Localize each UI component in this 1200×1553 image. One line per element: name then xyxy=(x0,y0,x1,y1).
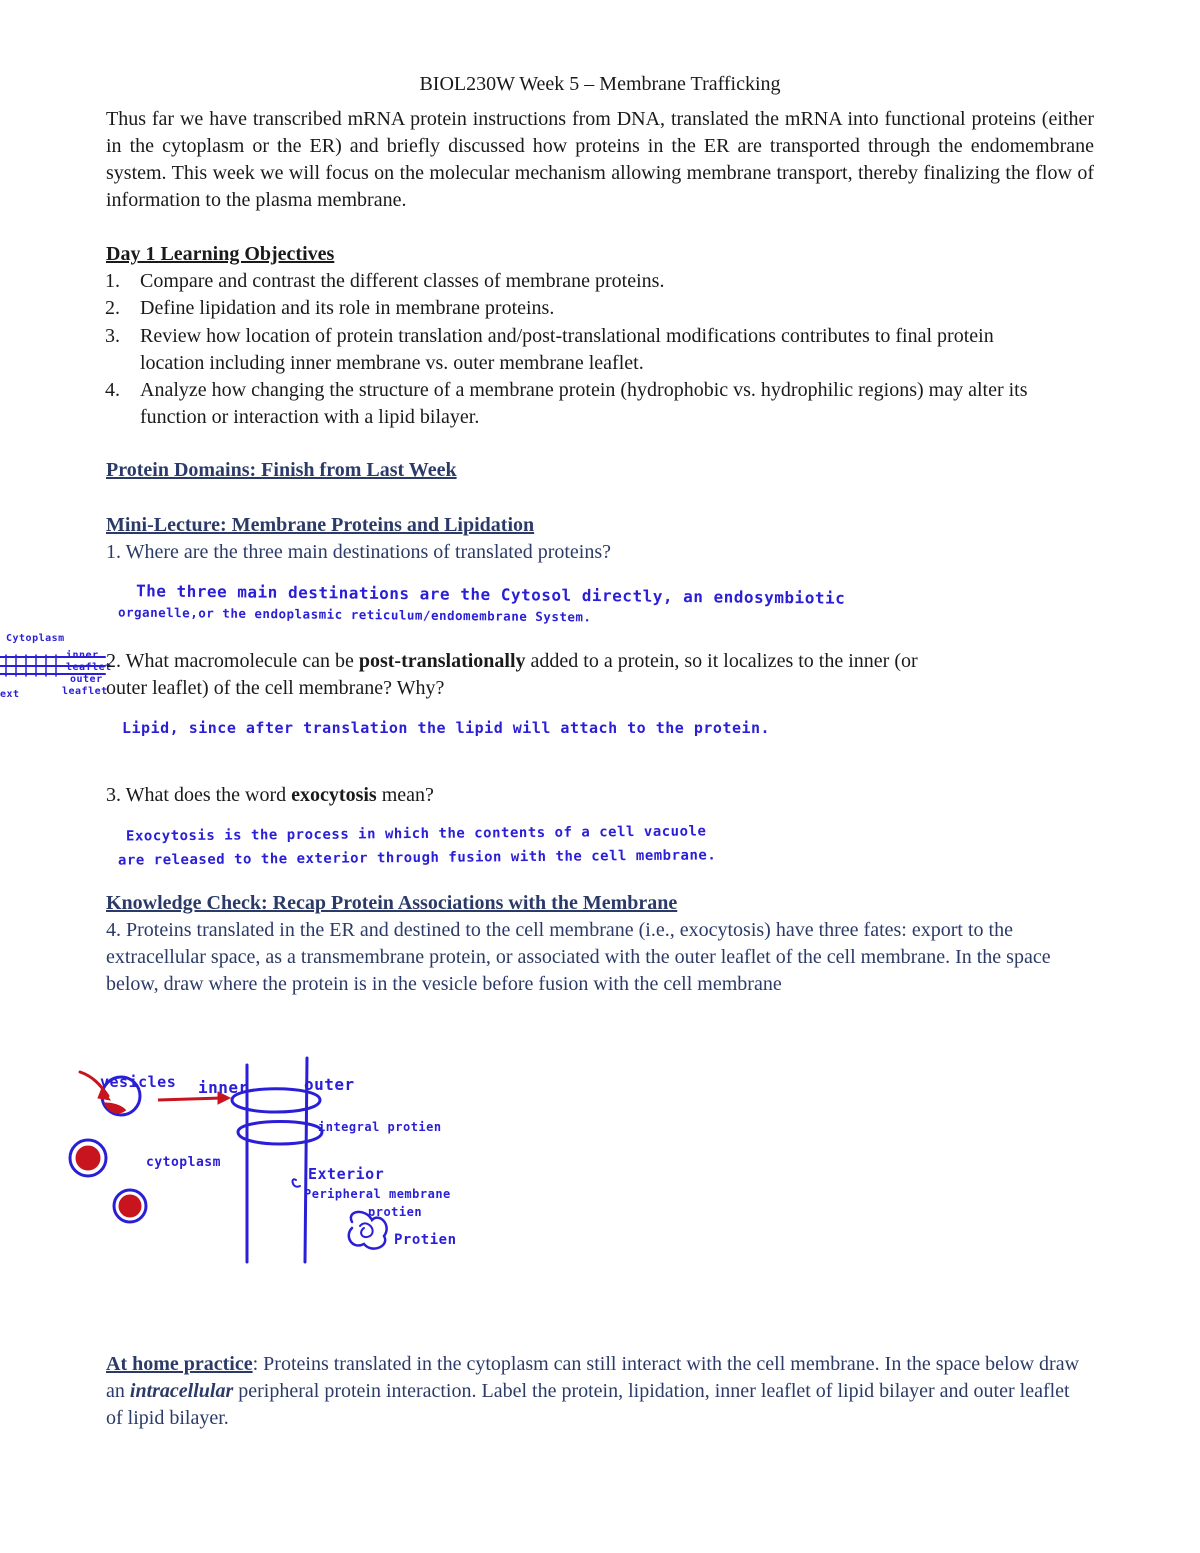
question-4: 4. Proteins translated in the ER and destined to the cell membrane (i.e., exocytosis) have three fates: export to the extracellular space, as a transmembrane protein, or associated with the outer leaflet of the cell membrane. In the space below, draw where the protein is in the vesicle before fusion with the cell membrane xyxy=(106,919,1051,995)
margin-label-leaflet-1: leaflet xyxy=(66,662,112,673)
label-inner: inner xyxy=(198,1078,249,1097)
objective-text: Define lipidation and its role in membrane proteins. xyxy=(140,297,555,319)
objective-number: 3. xyxy=(105,325,120,347)
label-outer: outer xyxy=(304,1075,355,1094)
objective-text: Review how location of protein translation and/post-translational modifications contributes to final protein location including inner membrane vs. outer membrane leaflet. xyxy=(140,325,994,374)
margin-label-inner: inner xyxy=(66,650,99,661)
knowledge-heading: Knowledge Check: Recap Protein Associations with the Membrane xyxy=(106,892,678,914)
objective-number: 2. xyxy=(105,297,120,319)
minilecture-heading: Mini-Lecture: Membrane Proteins and Lipidation xyxy=(106,514,535,536)
objective-number: 4. xyxy=(105,379,120,401)
objective-number: 1. xyxy=(105,270,120,292)
page-title: BIOL230W Week 5 – Membrane Trafficking xyxy=(419,73,781,95)
objective-text: Analyze how changing the structure of a membrane protein (hydrophobic vs. hydrophilic regions) may alter its function or interaction with a lipid bilayer. xyxy=(140,379,1028,428)
label-cytoplasm: cytoplasm xyxy=(146,1155,221,1170)
intro-paragraph: Thus far we have transcribed mRNA protein instructions from DNA, translated the mRNA into functional proteins (either in the cytoplasm or the ER) and briefly discussed how proteins in the ER are transported through the endomembrane system. This week we will focus on the molecular mechanism allowing membrane transport, thereby finalizing the flow of information to the plasma membrane. xyxy=(106,108,1094,211)
answer-1-line-1: The three main destinations are the Cytosol directly, an endosymbiotic xyxy=(135,581,846,608)
question-3: 3. What does the word exocytosis mean? xyxy=(106,784,434,806)
question-1: 1. Where are the three main destinations of translated proteins? xyxy=(106,541,611,563)
question-2: 2. What macromolecule can be post-translationally added to a protein, so it localizes to the inner (or xyxy=(106,650,918,672)
domains-heading: Protein Domains: Finish from Last Week xyxy=(106,459,457,481)
answer-2: Lipid, since after translation the lipid will attach to the protein. xyxy=(122,719,771,737)
label-protein: Protien xyxy=(394,1232,457,1248)
home-practice-paragraph: At home practice: Proteins translated in the cytoplasm can still interact with the cell membrane. In the space below draw an intracellular peripheral protein interaction. Label the protein, lipidation, inner leaflet of lipid bilayer and outer leaflet of lipid bilayer. xyxy=(106,1353,1080,1429)
margin-label-leaflet-2: leaflet xyxy=(62,686,108,697)
label-exterior: Exterior xyxy=(308,1165,385,1183)
margin-label-exterior: ext xyxy=(0,689,20,700)
answer-1-line-2: organelle,or the endoplasmic reticulum/endomembrane System. xyxy=(117,604,592,624)
label-vesicles: vesicles xyxy=(100,1073,177,1091)
answer-3-line-1: Exocytosis is the process in which the contents of a cell vacuole xyxy=(125,823,707,845)
label-peripheral-protein: protien xyxy=(368,1205,423,1219)
question-2-line-2: outer leaflet) of the cell membrane? Why? xyxy=(106,677,445,699)
label-peripheral-membrane: Peripheral membrane xyxy=(304,1187,451,1201)
objective-text: Compare and contrast the different classes of membrane proteins. xyxy=(140,270,665,292)
objectives-heading: Day 1 Learning Objectives xyxy=(106,243,335,265)
margin-label-cytoplasm: Cytoplasm xyxy=(6,633,65,644)
label-integral-protein: integral protien xyxy=(318,1120,442,1134)
answer-3-line-2: are released to the exterior through fusion with the cell membrane. xyxy=(117,847,717,869)
home-practice-heading: At home practice xyxy=(106,1353,253,1375)
margin-label-outer: outer xyxy=(70,674,103,685)
